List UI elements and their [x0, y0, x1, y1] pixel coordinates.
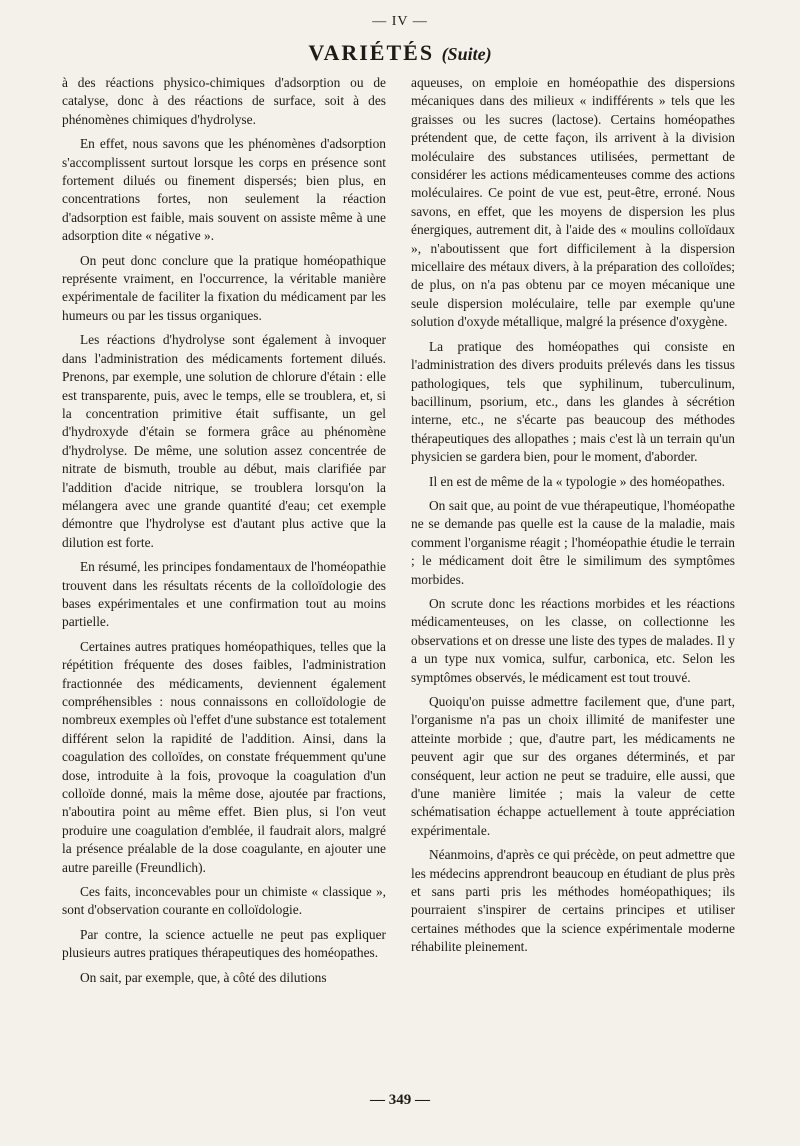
paragraph: Certaines autres pratiques homéopathiques, telles que la répétition fréquente des doses faibles, l'administration fractionnée des médicaments, deviennent également compréhensibles : nous connaissons en colloïdologie de nombreux exemples où l'effet d'une substance est totalement différent selon la rapidité de l'addition. Ainsi, dans la coagulation des colloïdes, on constate fréquemment qu'une dose, introduite à la fois, provoque la coagulation d'un colloïde donné, mais la même dose, ajoutée par fractions, n'aboutira point au même effet. Bien plus, si l'on veut produire une coagulation d'emblée, il faudrait alors, malgré la présence préalable de la dose coagulante, en ajouter une autre pareille (Freundlich).: [62, 638, 386, 875]
paragraph: La pratique des homéopathes qui consiste en l'administration des divers produits prélevés dans les tissus pathologiques, tels que syphilinum, tuberculinum, bacillinum, psorium, etc., dans les glandes à sécrétion interne, etc., ne s'écarte pas beaucoup des méthodes thérapeutiques des allopathes ; mais c'est là un terrain qu'un physicien se gardera bien, pour le moment, d'aborder.: [411, 338, 735, 465]
paragraph: On sait que, au point de vue thérapeutique, l'homéopathe ne se demande pas quelle est la cause de la maladie, mais comment l'organisme réagit ; l'homéopathie étudie le terrain ; le médicament doit être le similimum des symptômes morbides.: [411, 497, 735, 587]
paragraph: Par contre, la science actuelle ne peut pas expliquer plusieurs autres pratiques thérapeutiques des homéopathes.: [62, 926, 386, 961]
paragraph: On scrute donc les réactions morbides et les réactions médicamenteuses, on les classe, on collectionne les observations et on dresse une liste des types de malades. Il y a un type nux vomica, sulfur, carbonica, etc. Selon les symptômes observés, le médicament est tout trouvé.: [411, 595, 735, 685]
paragraph: On sait, par exemple, que, à côté des dilutions: [80, 969, 327, 985]
section-number: — IV —: [372, 14, 428, 29]
page-number: — 349 —: [370, 1092, 430, 1108]
paragraph: On peut donc conclure que la pratique homéopathique représente vraiment, en l'occurrence, la véritable manière expérimentale de faciliter la fixation du médicament par les humeurs ou par les tissus organiques.: [62, 252, 386, 323]
page-title: [0, 40, 800, 66]
paragraph: En résumé, les principes fondamentaux de l'homéopathie trouvent dans les résultats récents de la colloïdologie des bases expérimentales et une confirmation tout au moins partielle.: [62, 559, 386, 630]
paragraph: à des réactions physico-chimiques d'adsorption ou de catalyse, donc à des réactions de surface, soit à des phénomènes chimiques d'hydrolyse.: [62, 75, 386, 127]
paragraph: aqueuses, on emploie en homéopathie des dispersions mécaniques dans des milieux « indifférents » tels que les graisses ou les sucres (lactose). Certains homéopathes prétendent que, de cette façon, ils arrivent à la division moléculaire des substances utilisées, permettant de considérer les actions médicamenteuses comme des actions moléculaires. Ce point de vue est, peut-être, erroné. Nous savons, en effet, que les moyens de dispersion les plus énergiques, autrement dit, à l'aide des « moulins colloïdaux », n'aboutissent que fort difficilement à la dispersion micellaire des métaux divers, à la préparation des colloïdes; de plus, on n'a pas obtenu par ce moyen mécanique une seule dispersion moléculaire, telle par exemple qu'une solution d'oxyde métallique, malgré la présence d'oxygène.: [411, 75, 735, 330]
paragraph: En effet, nous savons que les phénomènes d'adsorption s'accomplissent surtout lorsque les corps en présence sont fortement dilués ou finement dispersés; bien plus, en concentrations fortes, non seulement la réaction d'adsorption est faible, mais souvent on assiste même à une adsorption dite « négative ».: [62, 136, 386, 244]
title: VARIÉTÉS: [308, 40, 435, 65]
paragraph: Les réactions d'hydrolyse sont également à invoquer dans l'administration des médicaments fortement dilués. Prenons, par exemple, une solution de chlorure d'étain : elle est transparente, puis, avec le temps, elle se troublera, et, si la concentration primitive était suffisante, un gel d'hydroxyde d'étain se formera grâce au phénomène d'hydrolyse. De même, une solution assez concentrée de nitrate de bismuth, trouble au début, mais clarifiée par l'addition d'acide nitrique, se troublera lorsqu'on la mélangera avec une grande quantité d'eau; cet exemple démontre que l'hydrolyse est d'autant plus active que la dilution est forte.: [62, 332, 386, 550]
paragraph: Ces faits, inconcevables pour un chimiste « classique », sont d'observation courante en colloïdologie.: [62, 884, 386, 918]
paragraph: Quoiqu'on puisse admettre facilement que, d'une part, l'organisme n'a pas un choix illimité de manifester une atteinte morbide ; que, d'autre part, les médicaments ne peuvent agir que sur des organes déterminés, et par conséquent, leur action ne peut se traduire, elle aussi, que d'une manière limitée ; mais la valeur de cette schématisation échappe actuellement à toute appréciation expérimentale.: [411, 694, 735, 838]
subtitle: (Suite): [441, 44, 492, 64]
paragraph: Néanmoins, d'après ce qui précède, on peut admettre que les médecins apprendront beaucoup en étudiant de plus près et sans parti pris les méthodes homéopathiques; ils pourraient s'inspirer de certains principes et utiliser certaines méthodes que la science expérimentale moderne réhabilite pleinement.: [411, 847, 735, 955]
paragraph: Il en est de même de la « typologie » des homéopathes.: [429, 473, 725, 489]
right-column: [411, 74, 735, 963]
left-column: [62, 74, 386, 993]
